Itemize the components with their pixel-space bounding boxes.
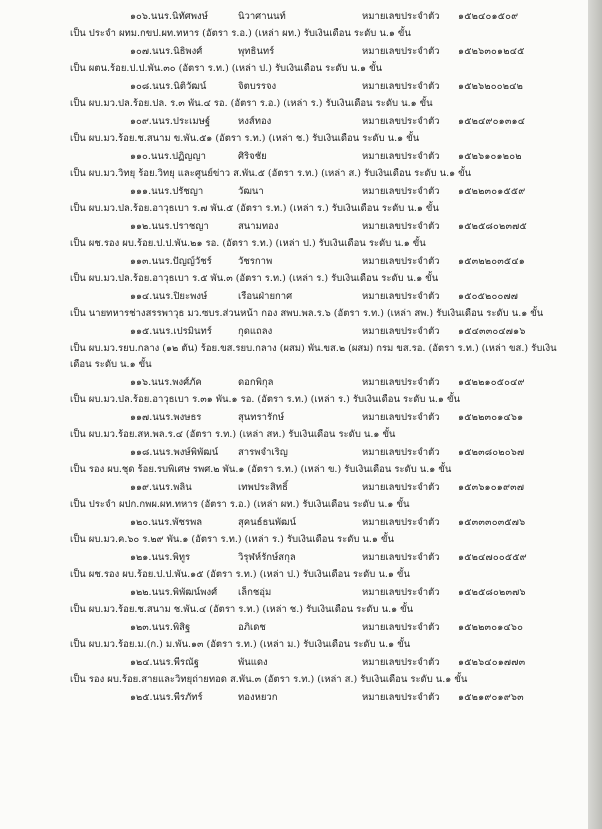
cadet-surname: สุนทรารักษ์ (238, 412, 285, 423)
cadet-name: ๑๑๒.นนร.ปราชญา (130, 221, 209, 232)
cadet-surname: ทองหยวก (238, 692, 278, 703)
id-number: ๑๕๒๔๗๐๐๕๕๙ (458, 552, 527, 563)
id-label: หมายเลขประจำตัว (362, 657, 440, 668)
list-item (70, 514, 570, 549)
assignment-detail: เป็น ผบ.มว.วิทยุ ร้อย.วิทยุ และศูนย์ข่าว ส.พัน.๕ (อัตรา ร.ท.) (เหล่า ส.) รับเงินเดือน ระดับ น.๑ ขั้น (70, 168, 472, 179)
entry-header-line (70, 689, 570, 707)
cadet-name: ๑๒๑.นนร.พิทูร (130, 552, 191, 563)
id-label: หมายเลขประจำตัว (362, 11, 440, 22)
list-item (70, 549, 570, 584)
id-number: ๑๕๐๕๒๐๐๗๗ (458, 291, 519, 302)
cadet-surname: พันแดง (238, 657, 268, 668)
assignment-detail: เป็น ผบ.มว.ปล.ร้อย.ปล. ร.๓ พัน.๔ รอ. (อัตรา ร.อ.) (เหล่า ร.) รับเงินเดือน ระดับ น.๑ ขั้น (70, 98, 433, 109)
cadet-name: ๑๐๖.นนร.นิทัศพงษ์ (130, 11, 208, 22)
id-number: ๑๕๒๒๓๐๑๔๖๑ (458, 412, 524, 423)
entry-header-line (70, 8, 570, 26)
id-number: ๑๕๔๓๓๐๔๗๑๖ (458, 326, 526, 337)
cadet-name: ๑๑๙.นนร.พลิน (130, 482, 192, 493)
id-label: หมายเลขประจำตัว (362, 46, 440, 57)
id-number: ๑๕๒๖๔๐๑๗๗๓ (458, 657, 526, 668)
cadet-surname: พุทธินทร์ (238, 46, 275, 57)
assignment-detail: เป็น นายทหารช่างสรรพาวุธ มว.ซบร.ส่วนหน้า กอง สพบ.พล.ร.๖ (อัตรา ร.ท.) (เหล่า สพ.) รับเงินเดือน ระดับ น.๑ ขั้น (70, 308, 544, 319)
cadet-name: ๑๑๕.นนร.เปรมินทร์ (130, 326, 212, 337)
cadet-name: ๑๑๗.นนร.พงษธร (130, 412, 202, 423)
cadet-surname: นิวาศานนท์ (238, 11, 286, 22)
id-label: หมายเลขประจำตัว (362, 692, 440, 703)
assignment-detail: เป็น ผบ.มว.ร้อย.ม.(ก.) ม.พัน.๑๓ (อัตรา ร.ท.) (เหล่า ม.) รับเงินเดือน ระดับ น.๑ ขั้น (70, 639, 411, 650)
cadet-surname: วิรุฬห์รักษ์สกุล (238, 552, 296, 563)
cadet-name: ๑๒๒.นนร.พิพัฒน์พงศ์ (130, 587, 218, 598)
cadet-surname: ศิริจชัย (238, 151, 267, 162)
list-item (70, 253, 570, 288)
cadet-surname: เล็กชอุ่ม (238, 587, 272, 598)
assignment-detail: เป็น ผตน.ร้อย.ป.ป.พัน.๓๐ (อัตรา ร.ท.) (เหล่า ป.) รับเงินเดือน ระดับ น.๑ ขั้น (70, 63, 383, 74)
cadet-name: ๑๒๓.นนร.พิสิฐ (130, 622, 191, 633)
id-number: ๑๕๒๖๑๐๑๒๐๒ (458, 151, 522, 162)
cadet-surname: สารพจำเริญ (238, 447, 288, 458)
entry-header-line (70, 654, 570, 672)
id-label: หมายเลขประจำตัว (362, 326, 440, 337)
assignment-detail: เป็น ผบ.มว.ปล.ร้อย.อาวุธเบา ร.๓๑ พัน.๑ รอ. (อัตรา ร.ท.) (เหล่า ร.) รับเงินเดือน ระดับ น.๑ ขั้น (70, 394, 460, 405)
id-number: ๑๕๓๓๓๐๓๕๗๖ (458, 517, 526, 528)
cadet-name: ๑๑๖.นนร.พงศ์ภัค (130, 377, 202, 388)
list-item (70, 148, 570, 183)
list-item (70, 8, 570, 43)
cadet-name: ๑๐๙.นนร.ประเมษฐ์ (130, 116, 211, 127)
cadet-name: ๑๒๔.นนร.พีรณัฐ (130, 657, 200, 668)
list-item (70, 689, 570, 724)
entry-header-line (70, 253, 570, 271)
cadet-name: ๑๐๘.นนร.นิติวัฒน์ (130, 81, 207, 92)
list-item (70, 78, 570, 113)
assignment-detail: เป็น รอง ผบ.ร้อย.สายและวิทยุถ่ายทอด ส.พัน.๓ (อัตรา ร.ท.) (เหล่า ส.) รับเงินเดือน ระดับ น.๑ ขั้น (70, 674, 468, 685)
id-label: หมายเลขประจำตัว (362, 151, 440, 162)
entry-header-line (70, 323, 570, 341)
cadet-name: ๑๑๑.นนร.ปรัชญา (130, 186, 204, 197)
id-label: หมายเลขประจำตัว (362, 116, 440, 127)
list-item (70, 409, 570, 444)
id-label: หมายเลขประจำตัว (362, 587, 440, 598)
cadet-surname: สุคนธ์ธนพัฒน์ (238, 517, 297, 528)
list-item (70, 654, 570, 689)
id-number: ๑๕๒๔๙๐๑๓๑๔ (458, 116, 526, 127)
assignment-detail: เป็น ผบ.มว.รยบ.กลาง (๑๒ ตัน) ร้อย.ขส.รยบ.กลาง (ผสม) พัน.ขส.๒ (ผสม) กรม ขส.รอ. (อัตรา ร.ท.) (เหล่า ขส.) รับเงินเดือน ระดับ น.๑ ขั้น (70, 343, 557, 370)
assignment-detail: เป็น ผบ.มว.ร้อย.สห.พล.ร.๔ (อัตรา ร.ท.) (เหล่า สห.) รับเงินเดือน ระดับ น.๑ ขั้น (70, 429, 396, 440)
entry-header-line (70, 374, 570, 392)
cadet-surname: เรือนฝ่ายกาศ (238, 291, 293, 302)
id-label: หมายเลขประจำตัว (362, 517, 440, 528)
id-number: ๑๕๒๔๐๑๕๐๙ (458, 11, 519, 22)
assignment-detail: เป็น รอง ผบ.ชุด ร้อย.รบพิเศษ รพศ.๒ พัน.๑ (อัตรา ร.ท.) (เหล่า ข.) รับเงินเดือน ระดับ น.๑ ขั้น (70, 464, 452, 475)
entry-header-line (70, 584, 570, 602)
cadet-surname: หงส์ทอง (238, 116, 272, 127)
cadet-name: ๑๑๐.นนร.ปฏิญญา (130, 151, 206, 162)
assignment-detail: เป็น ประจำ ผทม.กขป.ผท.ทหาร (อัตรา ร.อ.) (เหล่า ผท.) รับเงินเดือน ระดับ น.๑ ขั้น (70, 28, 411, 39)
entry-header-line (70, 549, 570, 567)
id-label: หมายเลขประจำตัว (362, 81, 440, 92)
id-label: หมายเลขประจำตัว (362, 552, 440, 563)
id-label: หมายเลขประจำตัว (362, 291, 440, 302)
id-number: ๑๕๒๕๘๐๒๓๗๕ (458, 221, 527, 232)
list-item (70, 479, 570, 514)
cadet-surname: อภิเดช (238, 622, 266, 633)
assignment-detail: เป็น ผบ.มว.ร้อย.ช.สนาม ข.พัน.๕๑ (อัตรา ร.ท.) (เหล่า ช.) รับเงินเดือน ระดับ น.๑ ขั้น (70, 133, 420, 144)
list-item (70, 374, 570, 409)
id-label: หมายเลขประจำตัว (362, 377, 440, 388)
id-number: ๑๕๒๒๑๐๕๐๔๙ (458, 377, 525, 388)
cadet-surname: ดอกพิกุล (238, 377, 274, 388)
id-number: ๑๕๒๖๓๐๑๒๔๕ (458, 46, 525, 57)
id-label: หมายเลขประจำตัว (362, 447, 440, 458)
id-label: หมายเลขประจำตัว (362, 482, 440, 493)
assignment-detail: เป็น ผช.รอง ผบ.ร้อย.ป.ป.พัน.๒๑ รอ. (อัตรา ร.ท.) (เหล่า ป.) รับเงินเดือน ระดับ น.๑ ขั้น (70, 238, 426, 249)
id-number: ๑๕๒๒๓๐๑๔๖๐ (458, 622, 524, 633)
id-number: ๑๕๓๒๒๐๓๕๔๑ (458, 256, 525, 267)
id-label: หมายเลขประจำตัว (362, 256, 440, 267)
entry-header-line (70, 78, 570, 96)
cadet-name: ๑๒๐.นนร.พัชรพล (130, 517, 203, 528)
cadet-name: ๑๑๓.นนร.ปัญญ์วัชร์ (130, 256, 212, 267)
assignment-detail: เป็น ผบ.มว.ร้อย.ช.สนาม ช.พัน.๔ (อัตรา ร.ท.) (เหล่า ช.) รับเงินเดือน ระดับ น.๑ ขั้น (70, 604, 414, 615)
list-item (70, 183, 570, 218)
cadet-name: ๑๑๔.นนร.ปิยะพงษ์ (130, 291, 208, 302)
entry-header-line (70, 218, 570, 236)
id-number: ๑๕๓๖๑๐๑๙๓๗ (458, 482, 525, 493)
assignment-detail: เป็น ผช.รอง ผบ.ร้อย.ป.ป.พัน.๑๕ (อัตรา ร.ท.) (เหล่า ป.) รับเงินเดือน ระดับ น.๑ ขั้น (70, 569, 410, 580)
list-item (70, 323, 570, 374)
page-edge-shadow (588, 0, 602, 829)
entry-header-line (70, 514, 570, 532)
cadet-surname: วัชรกาพ (238, 256, 273, 267)
id-label: หมายเลขประจำตัว (362, 622, 440, 633)
id-label: หมายเลขประจำตัว (362, 186, 440, 197)
entry-header-line (70, 288, 570, 306)
cadet-surname: จิตบรรจง (238, 81, 277, 92)
cadet-name: ๑๑๘.นนร.พงษ์พิพัฒน์ (130, 447, 219, 458)
cadet-surname: กุดแถลง (238, 326, 273, 337)
id-number: ๑๕๒๖๒๐๐๒๔๒ (458, 81, 524, 92)
list-item (70, 619, 570, 654)
list-item (70, 113, 570, 148)
entry-header-line (70, 148, 570, 166)
assignment-detail: เป็น ผบ.มว.ปล.ร้อย.อาวุธเบา ร.๕ พัน.๓ (อัตรา ร.ท.) (เหล่า ร.) รับเงินเดือน ระดับ น.๑ ขั้น (70, 273, 439, 284)
entry-header-line (70, 619, 570, 637)
entry-header-line (70, 444, 570, 462)
entry-header-line (70, 409, 570, 427)
id-label: หมายเลขประจำตัว (362, 221, 440, 232)
assignment-detail: เป็น ผบ.มว.ปล.ร้อย.อาวุธเบา ร.๗ พัน.๕ (อัตรา ร.ท.) (เหล่า ร.) รับเงินเดือน ระดับ น.๑ ขั้น (70, 203, 439, 214)
list-item (70, 444, 570, 479)
entry-header-line (70, 113, 570, 131)
list-item (70, 43, 570, 78)
id-label: หมายเลขประจำตัว (362, 412, 440, 423)
cadet-name: ๑๒๕.นนร.พีรภัทร์ (130, 692, 203, 703)
cadet-surname: เทพประสิทธิ์ (238, 482, 288, 493)
assignment-detail (70, 707, 570, 724)
id-number: ๑๕๒๒๓๐๑๕๕๙ (458, 186, 526, 197)
id-number: ๑๕๒๕๘๐๒๓๗๖ (458, 587, 526, 598)
assignment-detail: เป็น ผบ.มว.ค.๖๐ ร.๒๙ พัน.๑ (อัตรา ร.ท.) (เหล่า ร.) รับเงินเดือน ระดับ น.๑ ขั้น (70, 534, 394, 545)
list-item (70, 288, 570, 323)
assignment-detail: เป็น ประจำ ผปก.กพผ.ผท.ทหาร (อัตรา ร.อ.) (เหล่า ผท.) รับเงินเดือน ระดับ น.๑ ขั้น (70, 499, 410, 510)
personnel-list (70, 8, 570, 724)
list-item (70, 218, 570, 253)
id-number: ๑๕๒๓๘๐๒๐๖๗ (458, 447, 525, 458)
entry-header-line (70, 43, 570, 61)
id-number: ๑๕๒๑๙๐๑๙๖๓ (458, 692, 524, 703)
cadet-surname: วัฒนา (238, 186, 264, 197)
entry-header-line (70, 183, 570, 201)
cadet-surname: สนามทอง (238, 221, 279, 232)
entry-header-line (70, 479, 570, 497)
cadet-name: ๑๐๗.นนร.นิธิพงศ์ (130, 46, 203, 57)
list-item (70, 584, 570, 619)
